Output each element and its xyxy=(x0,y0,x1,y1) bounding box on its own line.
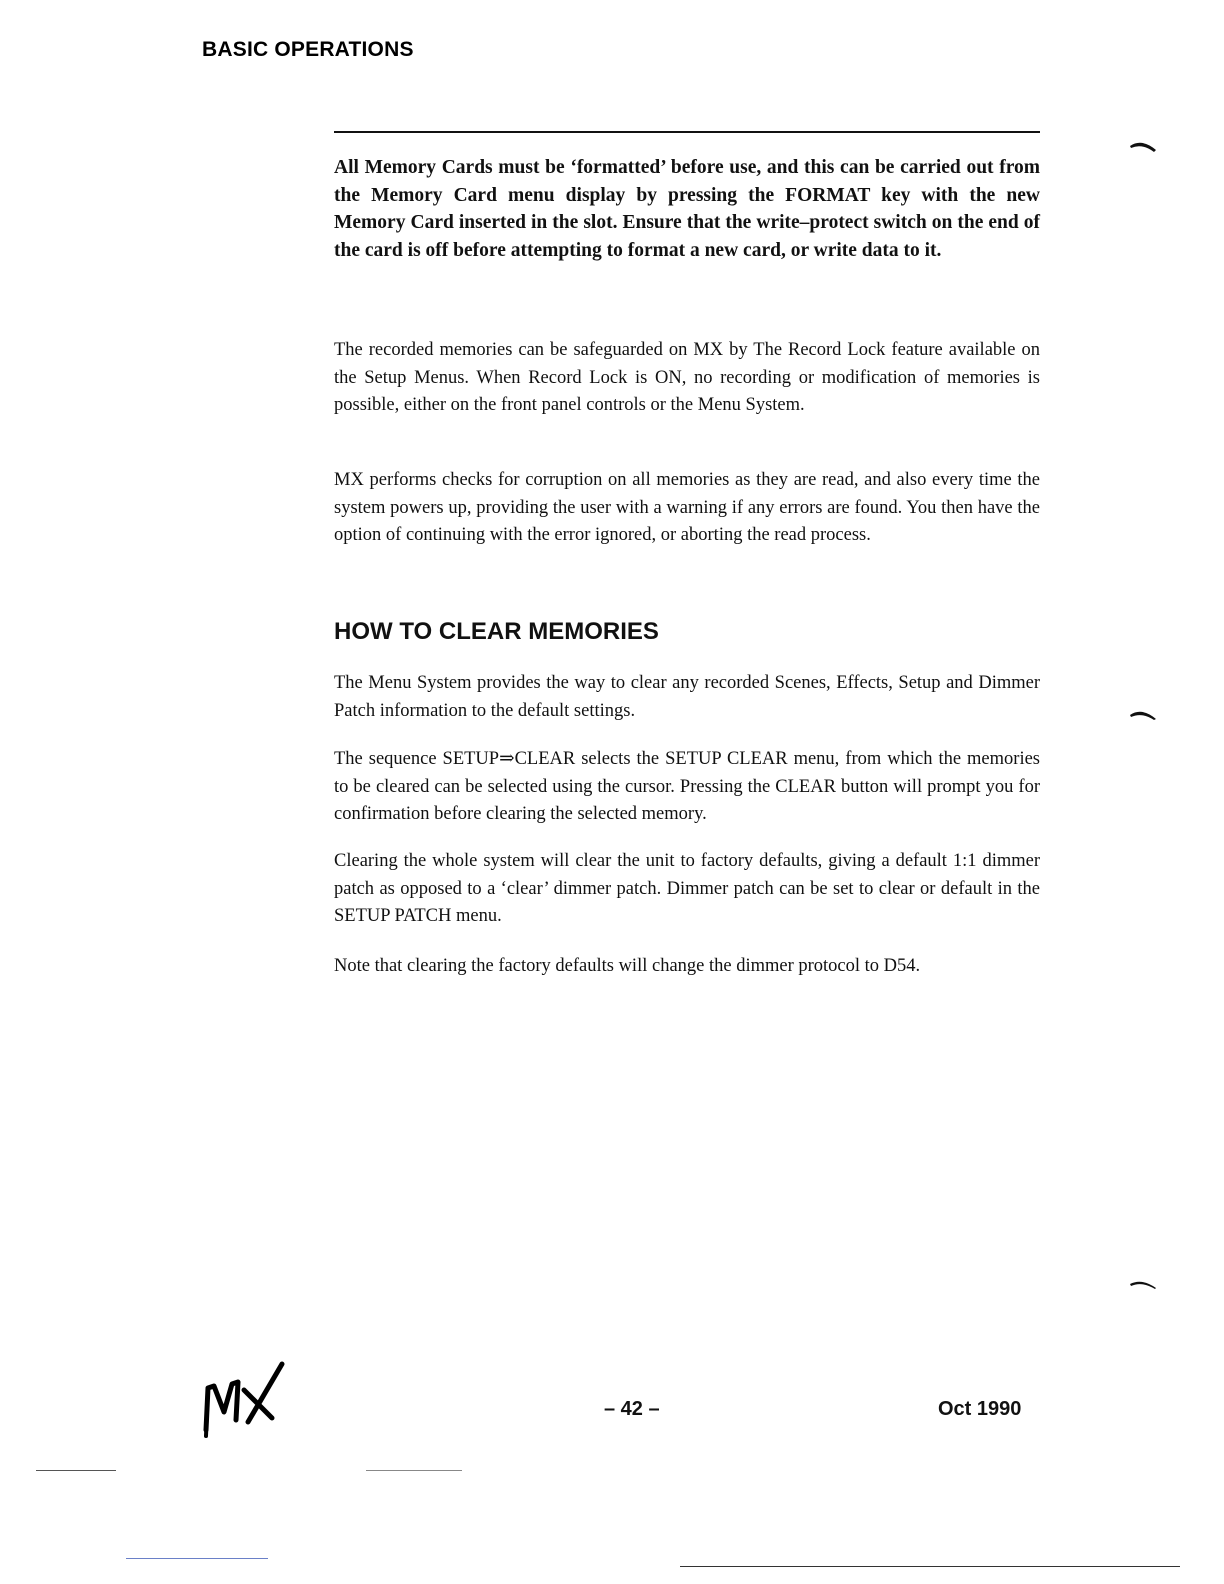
section-paragraph-3: Clearing the whole system will clear the unit to factory defaults, giving a default 1:1 dimmer patch as opposed to a ‘clear’ dimmer patch. Dimmer patch can be set to clear or default in the SETUP PATCH menu. xyxy=(334,851,1040,926)
footer-date: Oct 1990 xyxy=(938,1398,1022,1420)
margin-mark-icon xyxy=(1128,706,1160,722)
scan-line xyxy=(36,1470,116,1471)
memory-card-note: All Memory Cards must be ‘formatted’ before use, and this can be carried out from the Memory Card menu display by pressing the FORMAT key with the new Memory Card inserted in the slot. Ensure that the write–protect switch on the end of the card is off before attempting to format a new card, or write data to it. xyxy=(334,157,1040,261)
page-number: – 42 – xyxy=(604,1398,660,1420)
margin-mark-icon xyxy=(1128,1276,1160,1292)
scan-line xyxy=(680,1566,1180,1567)
section-paragraph-1: The Menu System provides the way to clear any recorded Scenes, Effects, Setup and Dimmer Patch information to the default settings. xyxy=(334,673,1040,721)
section-heading: HOW TO CLEAR MEMORIES xyxy=(334,618,659,645)
record-lock-paragraph: The recorded memories can be safeguarded on MX by The Record Lock feature available on the Setup Menus. When Record Lock is ON, no recording or modification of memories is possible, either on the front panel controls or the Menu System. xyxy=(334,340,1040,415)
section-paragraph-2: The sequence SETUP⇒CLEAR selects the SETUP CLEAR menu, from which the memories to be cleared can be selected using the cursor. Pressing the CLEAR button will prompt you for confirmation before clearing the selected memory. xyxy=(334,749,1040,824)
scan-line xyxy=(366,1470,462,1471)
note-top-rule xyxy=(334,131,1040,133)
corruption-check-paragraph: MX performs checks for corruption on all memories as they are read, and also every time the system powers up, providing the user with a warning if any errors are found. You then have the option of continuing with the error ignored, or aborting the read process. xyxy=(334,470,1040,545)
scan-line xyxy=(126,1558,268,1559)
section-paragraph-4: Note that clearing the factory defaults will change the dimmer protocol to D54. xyxy=(334,956,921,976)
mx-signature-logo xyxy=(198,1360,290,1442)
margin-mark-icon xyxy=(1128,138,1160,154)
running-header: BASIC OPERATIONS xyxy=(202,38,414,61)
